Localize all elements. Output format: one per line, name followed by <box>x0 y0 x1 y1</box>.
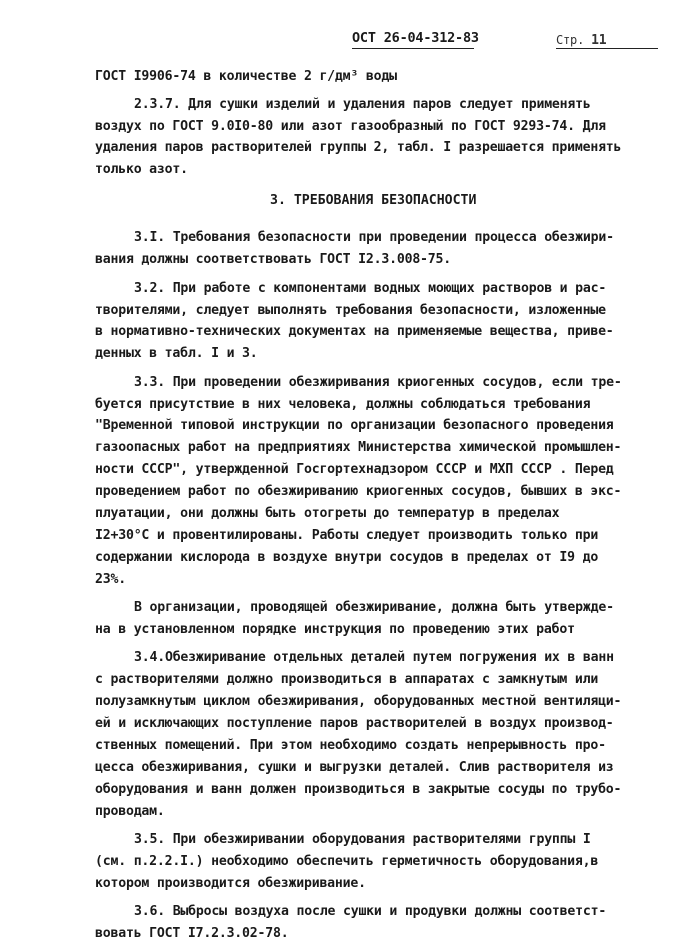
text-line: творителями, следует выполнять требования безопасности, изложенные <box>95 303 606 318</box>
text-line: ности СССР", утвержденной Госгортехнадзором СССР и МХП СССР . Перед <box>95 462 614 477</box>
text-line: денных в табл. I и 3. <box>95 346 258 361</box>
page-label: Стр. <box>556 33 585 47</box>
text-line: (см. п.2.2.I.) необходимо обеспечить герметичность оборудования,в <box>95 854 599 869</box>
text-line: ГОСТ I9906-74 в количестве 2 г/дм³ воды <box>95 69 397 84</box>
text-line: проведением работ по обезжириванию криогенных сосудов, бывших в экс- <box>95 484 622 499</box>
text-line: ственных помещений. При этом необходимо создать непрерывность про- <box>95 738 606 753</box>
page-number-underline <box>556 48 658 49</box>
text-line: газоопасных работ на предприятиях Министерства химической промышлен- <box>95 440 622 455</box>
text-line: оборудования и ванн должен производиться в закрытые сосуды по трубо- <box>95 782 622 797</box>
page-number: 11 <box>591 33 607 48</box>
text-line: 3.4.Обезжиривание отдельных деталей путем погружения их в ванн <box>134 650 614 665</box>
text-line: "Временной типовой инструкции по организации безопасного проведения <box>95 418 614 433</box>
text-line: цесса обезжиривания, сушки и выгрузки деталей. Слив растворителя из <box>95 760 614 775</box>
section-title: 3. ТРЕБОВАНИЯ БЕЗОПАСНОСТИ <box>270 193 477 208</box>
text-line: 3.5. При обезжиривании оборудования растворителями группы I <box>134 832 591 847</box>
text-line: буется присутствие в них человека, должны соблюдаться требования <box>95 397 591 412</box>
text-line: вания должны соответствовать ГОСТ I2.3.008-75. <box>95 252 452 267</box>
text-line: котором производится обезжиривание. <box>95 876 366 891</box>
text-line: содержании кислорода в воздухе внутри сосудов в пределах от I9 до <box>95 550 599 565</box>
header-underline <box>352 48 474 49</box>
text-line: вовать ГОСТ I7.2.3.02-78. <box>95 926 289 941</box>
text-line: 23%. <box>95 572 126 587</box>
text-line: полузамкнутым циклом обезжиривания, оборудованных местной вентиляци- <box>95 694 622 709</box>
text-line: В организации, проводящей обезжиривание, должна быть утвержде- <box>134 600 614 615</box>
text-line: воздух по ГОСТ 9.0I0-80 или азот газообразный по ГОСТ 9293-74. Для <box>95 119 606 134</box>
text-line: удаления паров растворителей группы 2, табл. I разрешается применять <box>95 140 622 155</box>
text-line: в нормативно-технических документах на применяемые вещества, приве- <box>95 324 614 339</box>
text-line: 3.I. Требования безопасности при проведении процесса обезжири- <box>134 230 614 245</box>
text-line: плуатации, они должны быть отогреты до температур в пределах <box>95 506 560 521</box>
text-line: проводам. <box>95 804 165 819</box>
document-code: ОСТ 26-04-312-83 <box>352 30 479 46</box>
text-line: 3.2. При работе с компонентами водных моющих растворов и рас- <box>134 281 607 296</box>
text-line: только азот. <box>95 162 188 177</box>
page-number-block <box>556 33 606 48</box>
text-line: ей и исключающих поступление паров растворителей в воздух производ- <box>95 716 614 731</box>
text-line: 3.3. При проведении обезжиривания криогенных сосудов, если тре- <box>134 375 622 390</box>
text-line: с растворителями должно производиться в аппаратах с замкнутым или <box>95 672 599 687</box>
text-line: 2.3.7. Для сушки изделий и удаления паров следует применять <box>134 97 591 112</box>
text-line: 3.6. Выбросы воздуха после сушки и продувки должны соответст- <box>134 904 607 919</box>
text-line: на в установленном порядке инструкция по проведению этих работ <box>95 622 575 637</box>
text-line: I2+30°С и провентилированы. Работы следует производить только при <box>95 528 599 543</box>
